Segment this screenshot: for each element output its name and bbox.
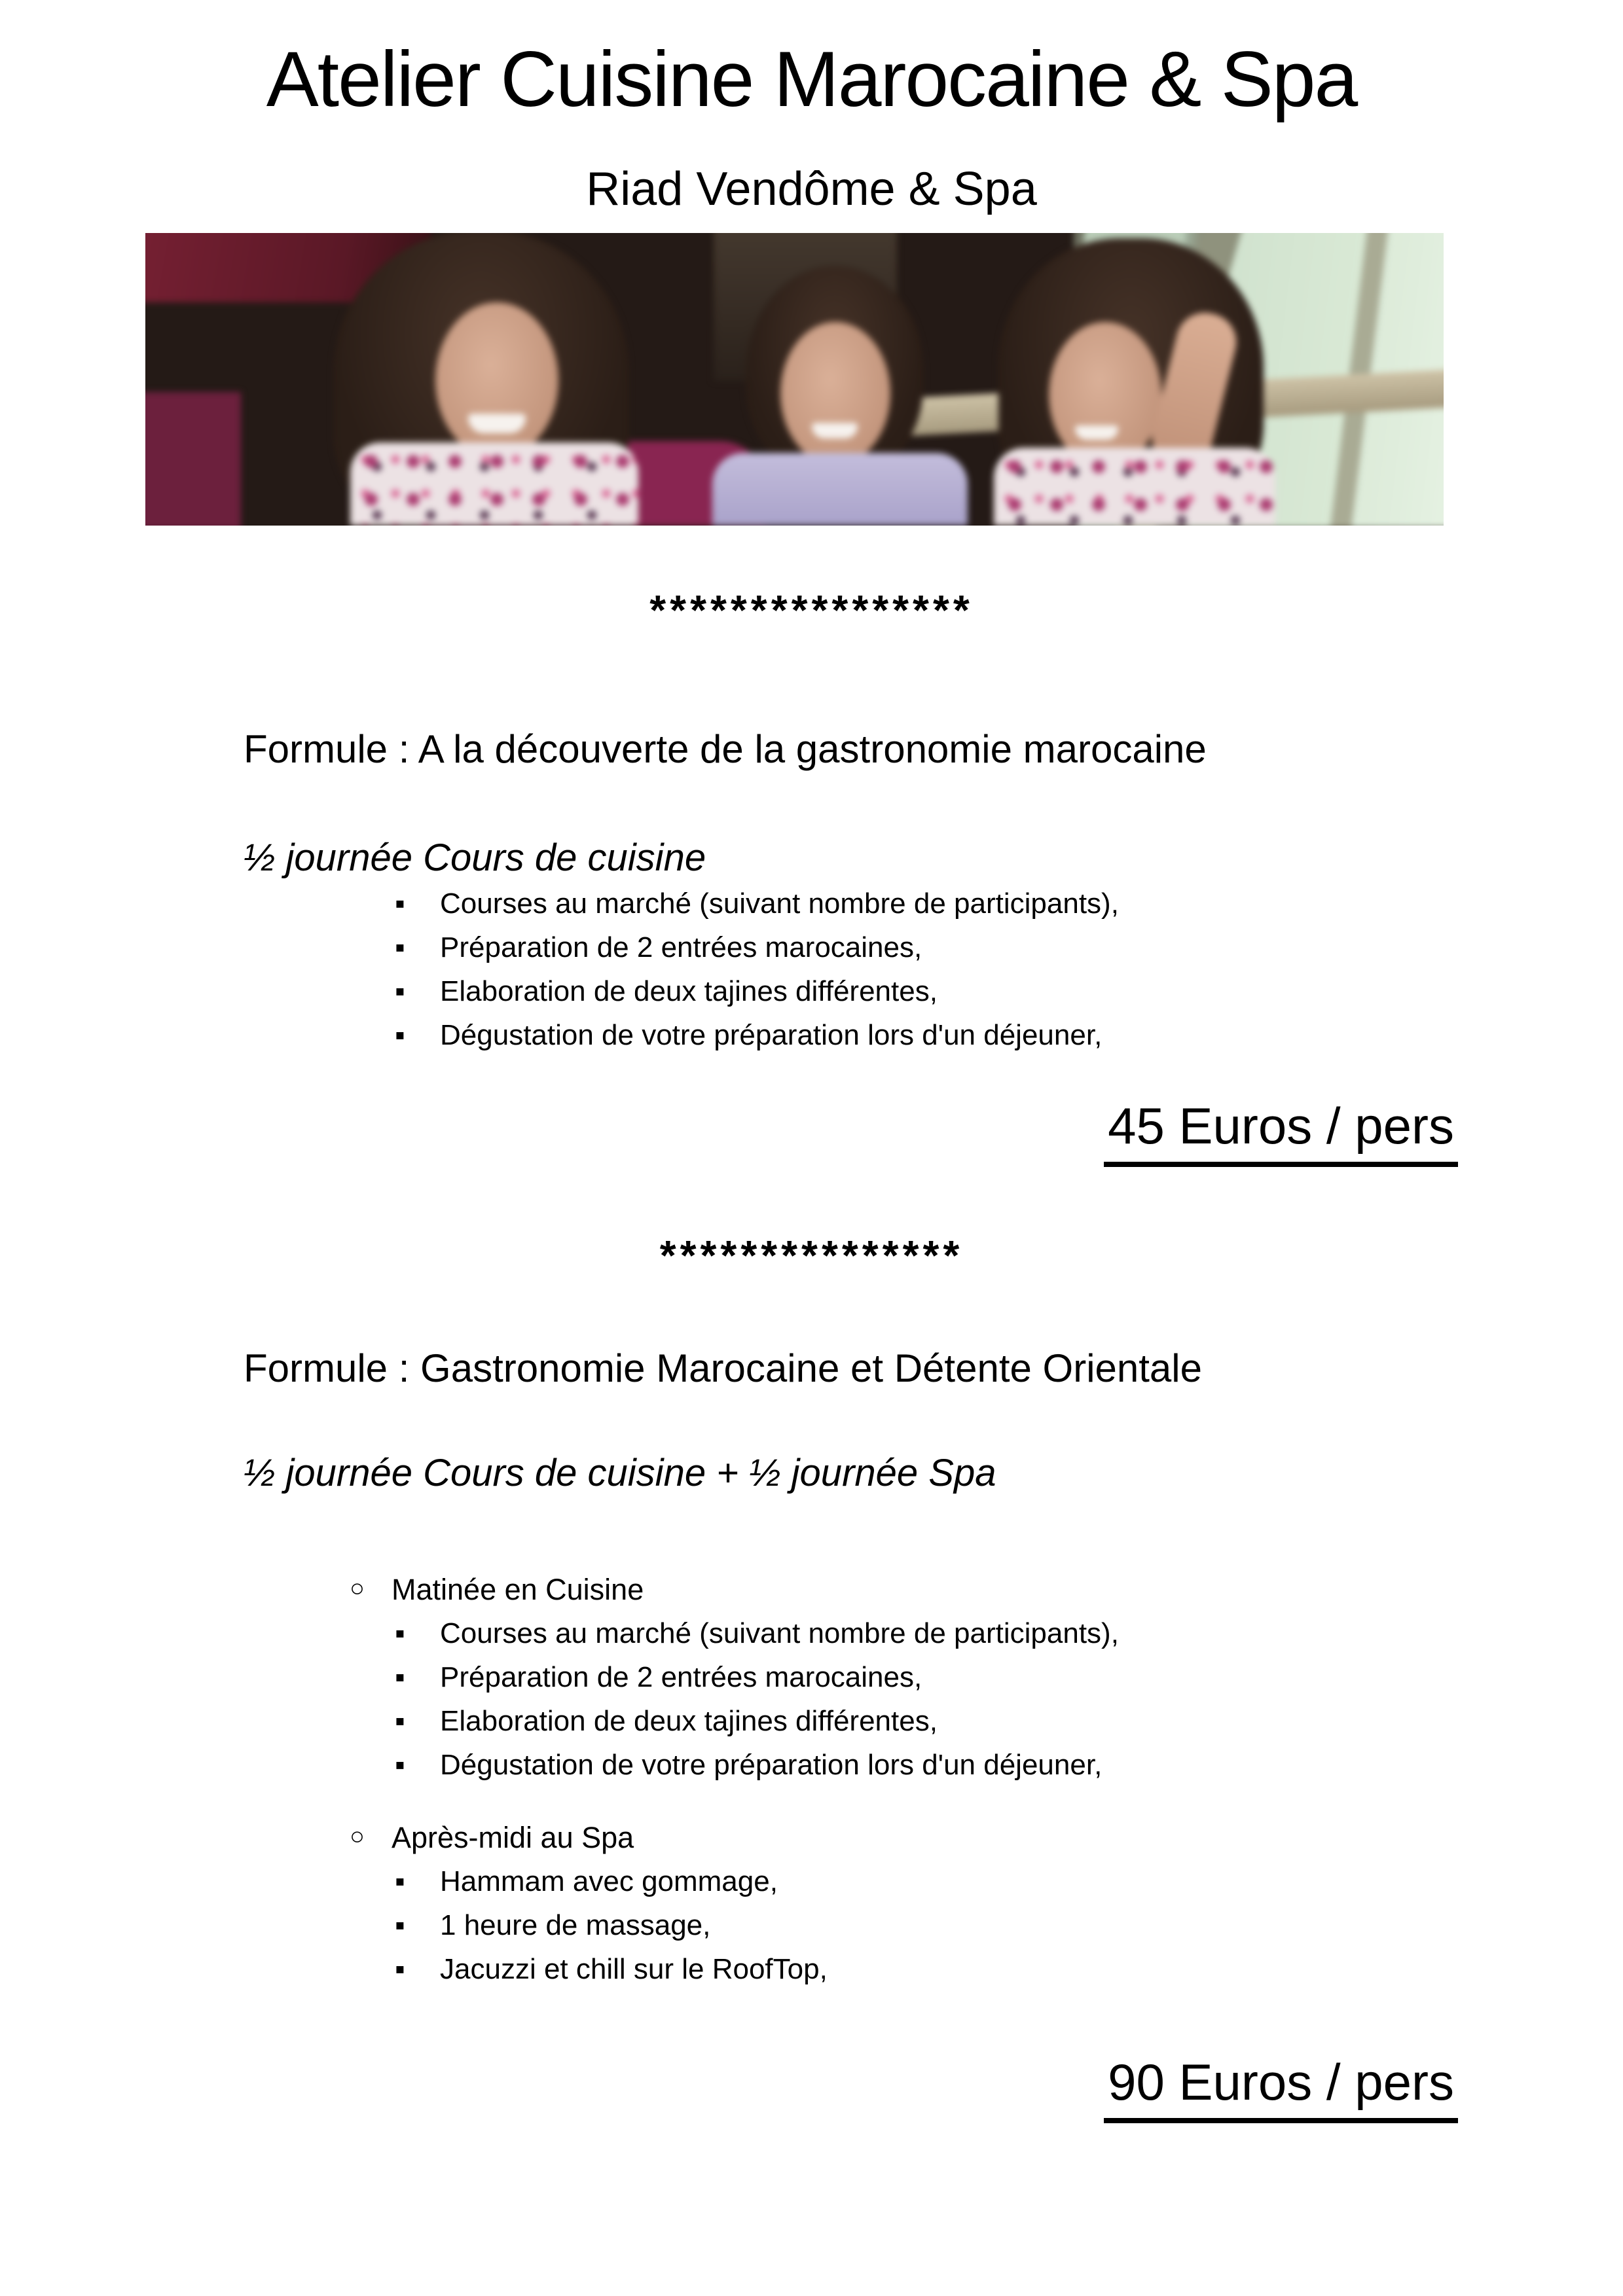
spa-bullet-list bbox=[0, 1859, 1623, 1991]
list-item bbox=[0, 882, 1623, 925]
person-3-face bbox=[1049, 322, 1161, 467]
group-label-text: Après-midi au Spa bbox=[392, 1821, 634, 1854]
list-item bbox=[0, 1859, 1623, 1903]
bullet-text: Jacuzzi et chill sur le RoofTop, bbox=[440, 1953, 828, 1985]
group-label bbox=[0, 1568, 1623, 1611]
square-bullet-icon: ▪ bbox=[395, 931, 405, 963]
formula-1-heading: Formule : A la découverte de la gastronomie marocaine bbox=[244, 727, 1207, 771]
circle-bullet-icon: ○ bbox=[350, 1823, 365, 1850]
square-bullet-icon: ▪ bbox=[395, 1019, 405, 1051]
formula-1-subheading: ½ journée Cours de cuisine bbox=[244, 836, 706, 879]
person-3-floral-top bbox=[994, 448, 1275, 526]
square-bullet-icon: ▪ bbox=[395, 1909, 405, 1941]
photo-crimson-pillar-shape bbox=[145, 392, 241, 526]
list-item bbox=[0, 1655, 1623, 1699]
bullet-text: Elaboration de deux tajines différentes, bbox=[440, 1705, 938, 1737]
separator-stars: *************** bbox=[659, 1232, 964, 1279]
list-item bbox=[0, 925, 1623, 969]
person-3-smile bbox=[1075, 425, 1118, 440]
price-line-2 bbox=[0, 2051, 1623, 2123]
list-item bbox=[0, 1947, 1623, 1991]
price-text: 45 Euros / pers bbox=[1104, 1095, 1458, 1167]
page-title: Atelier Cuisine Marocaine & Spa bbox=[266, 35, 1357, 123]
formula-1-bullet-list bbox=[0, 882, 1623, 1057]
list-item bbox=[0, 1013, 1623, 1057]
formula-2-subheading: ½ journée Cours de cuisine + ½ journée Spa bbox=[244, 1452, 996, 1494]
square-bullet-icon: ▪ bbox=[395, 975, 405, 1007]
bullet-text: Courses au marché (suivant nombre de participants), bbox=[440, 1617, 1119, 1649]
bullet-text: Dégustation de votre préparation lors d'un déjeuner, bbox=[440, 1019, 1103, 1051]
circle-bullet-icon: ○ bbox=[350, 1575, 365, 1602]
square-bullet-icon: ▪ bbox=[395, 1865, 405, 1897]
person-1-face bbox=[435, 302, 558, 458]
formula-2-heading: Formule : Gastronomie Marocaine et Détente Orientale bbox=[244, 1346, 1202, 1390]
person-2-face bbox=[780, 322, 890, 465]
square-bullet-icon: ▪ bbox=[395, 1953, 405, 1985]
square-bullet-icon: ▪ bbox=[395, 888, 405, 920]
square-bullet-icon: ▪ bbox=[395, 1617, 405, 1649]
bullet-text: Elaboration de deux tajines différentes, bbox=[440, 975, 938, 1007]
bullet-text: Hammam avec gommage, bbox=[440, 1865, 778, 1897]
separator-stars: **************** bbox=[649, 586, 974, 634]
morning-cuisine-group bbox=[0, 1568, 1623, 1787]
group-photo bbox=[145, 233, 1444, 526]
list-item bbox=[0, 1611, 1623, 1655]
afternoon-spa-group bbox=[0, 1816, 1623, 1991]
person-1-smile bbox=[468, 414, 526, 433]
square-bullet-icon: ▪ bbox=[395, 1705, 405, 1737]
bullet-text: Préparation de 2 entrées marocaines, bbox=[440, 1661, 922, 1693]
price-text: 90 Euros / pers bbox=[1104, 2051, 1458, 2123]
group-label bbox=[0, 1816, 1623, 1859]
bullet-text: Préparation de 2 entrées marocaines, bbox=[440, 931, 922, 963]
person-2-smile bbox=[812, 423, 858, 439]
square-bullet-icon: ▪ bbox=[395, 1661, 405, 1693]
bullet-text: Courses au marché (suivant nombre de participants), bbox=[440, 888, 1119, 920]
morning-bullet-list bbox=[0, 1611, 1623, 1787]
list-item bbox=[0, 1903, 1623, 1947]
list-item bbox=[0, 1743, 1623, 1787]
group-label-text: Matinée en Cuisine bbox=[392, 1573, 644, 1606]
group-photo-scene bbox=[145, 233, 1444, 526]
price-line-1 bbox=[0, 1095, 1623, 1167]
list-item bbox=[0, 1699, 1623, 1743]
list-item bbox=[0, 969, 1623, 1013]
page-subtitle: Riad Vendôme & Spa bbox=[586, 163, 1037, 215]
bullet-text: 1 heure de massage, bbox=[440, 1909, 711, 1941]
person-2-lavender-top bbox=[712, 453, 968, 526]
bullet-text: Dégustation de votre préparation lors d'un déjeuner, bbox=[440, 1749, 1103, 1781]
person-1-floral-top bbox=[350, 442, 638, 526]
square-bullet-icon: ▪ bbox=[395, 1749, 405, 1781]
